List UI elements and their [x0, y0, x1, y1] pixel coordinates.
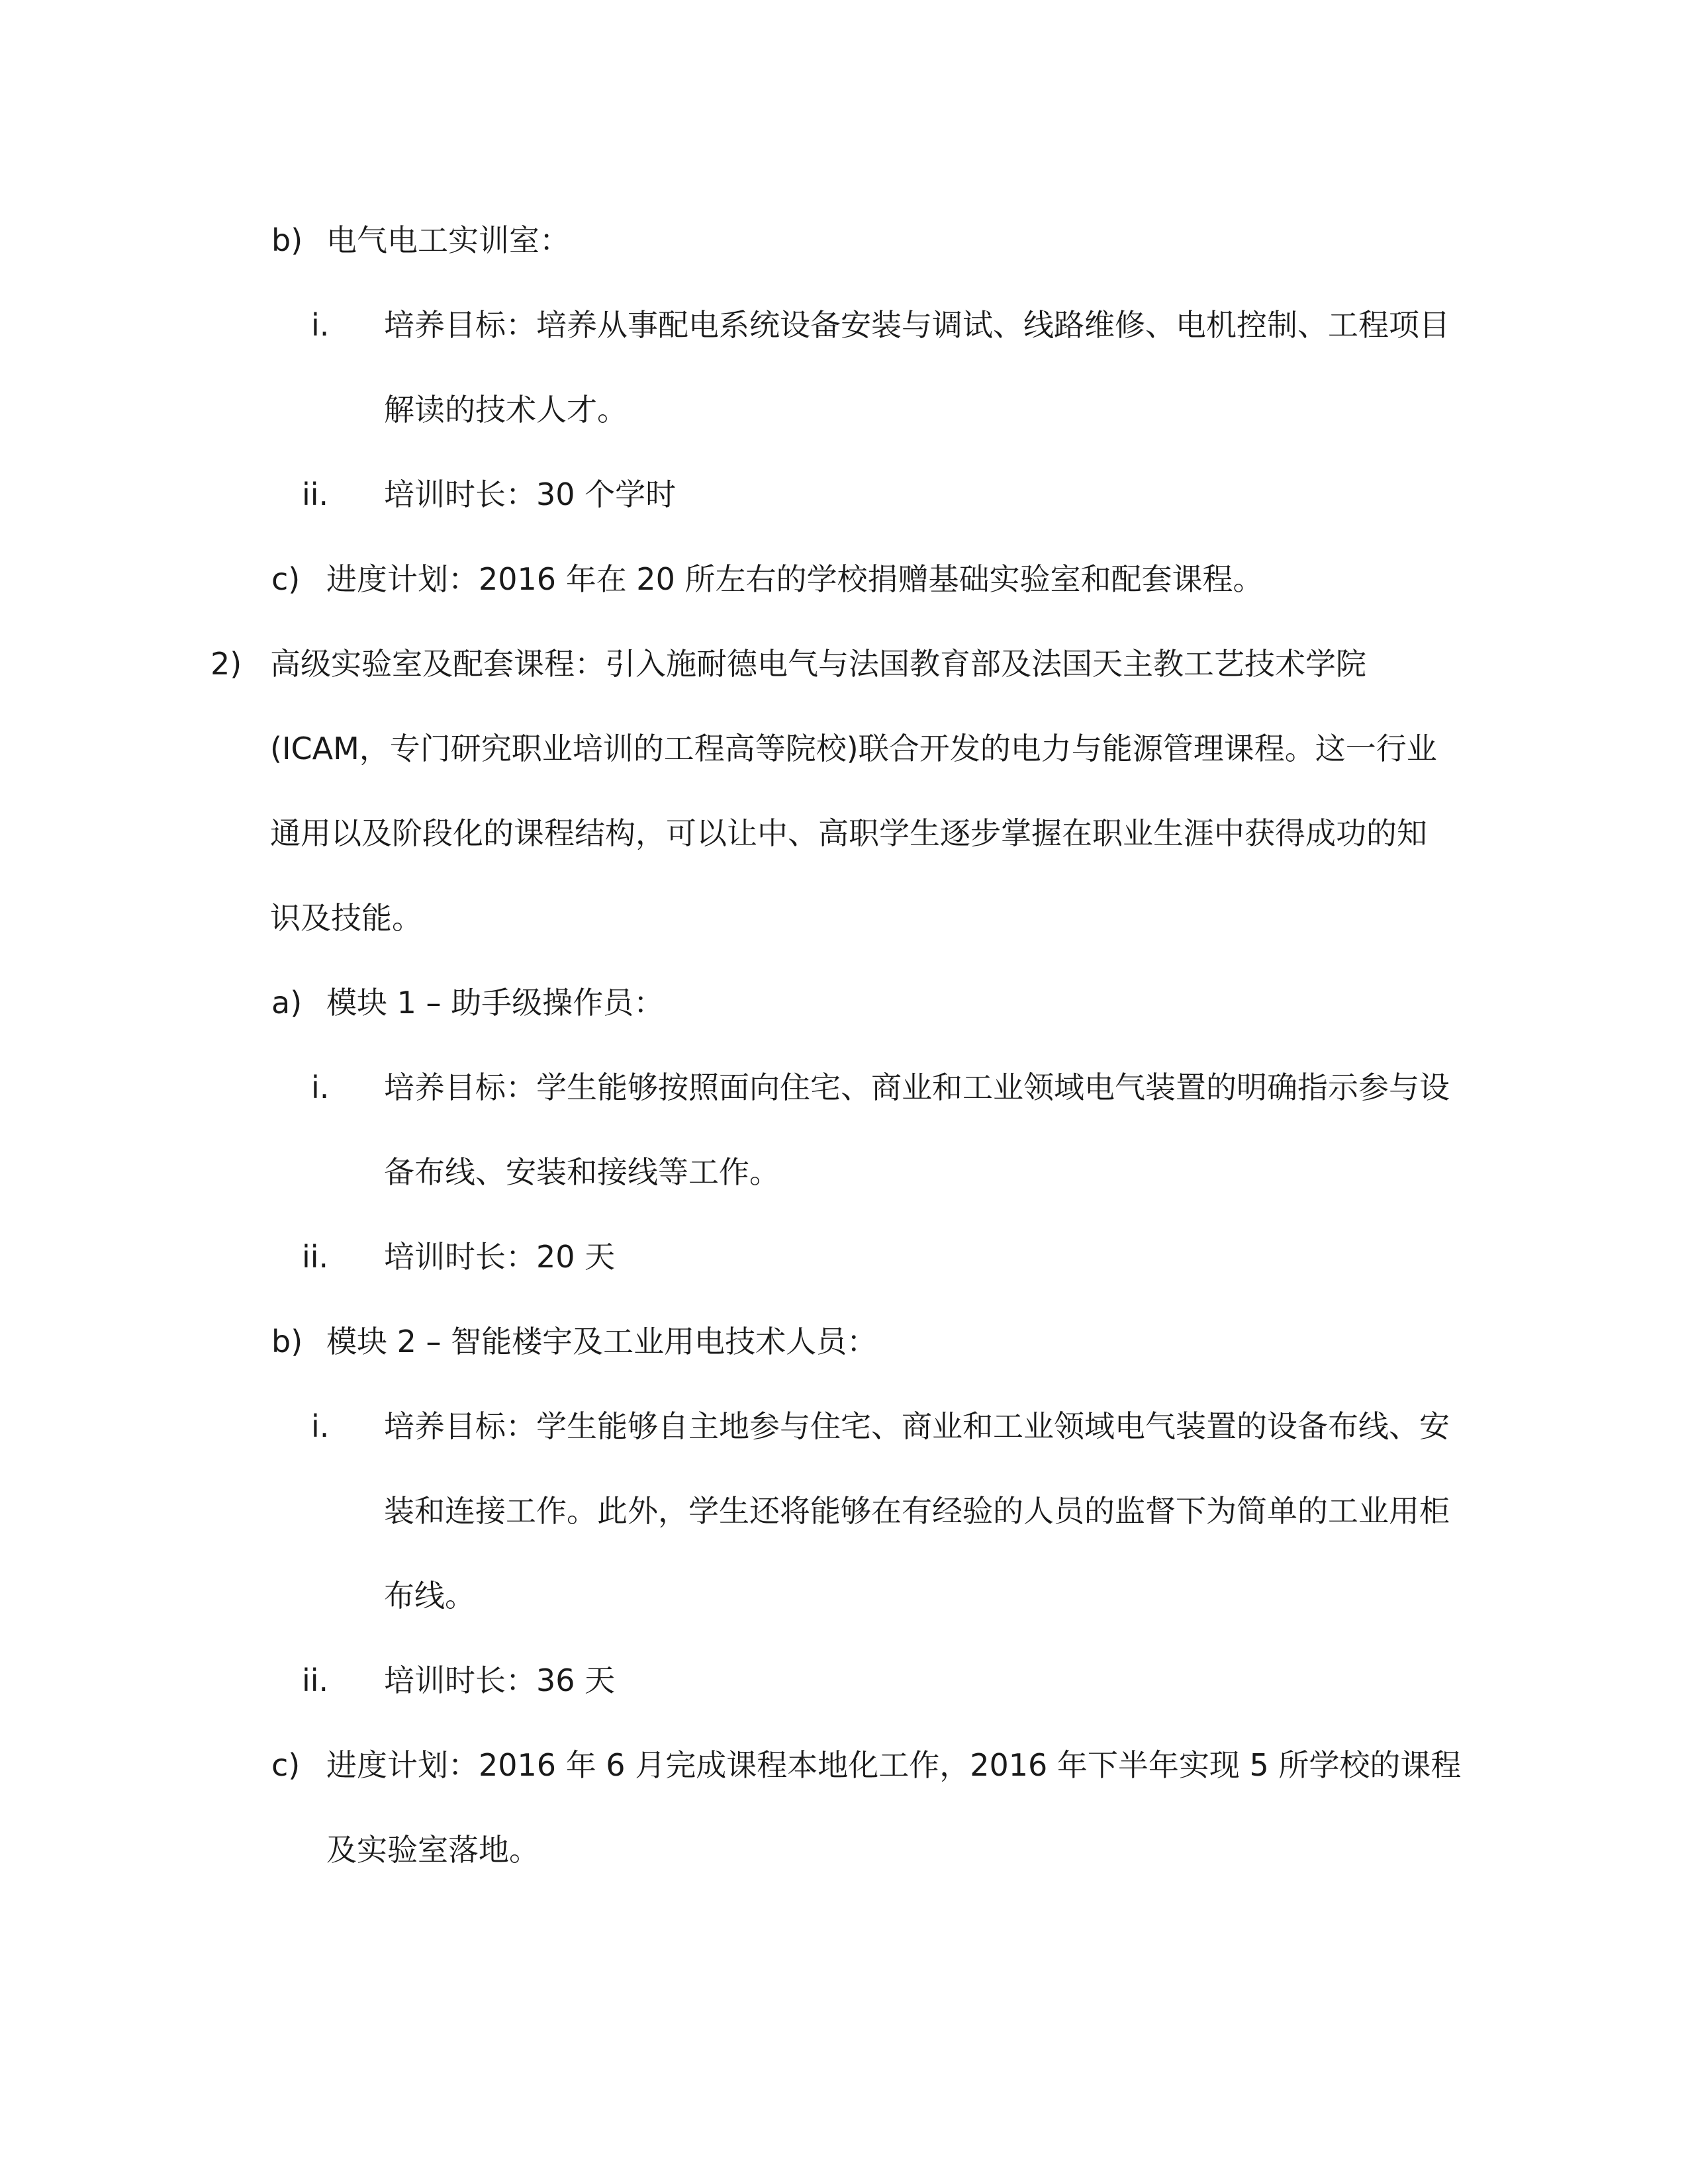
paragraph-line: 装和连接工作。此外，学生还将能够在有经验的人员的监督下为简单的工业用柜 — [384, 1493, 1450, 1529]
list-marker: c) — [271, 561, 301, 597]
list-marker: i. — [311, 1069, 330, 1105]
paragraph-line: 备布线、安装和接线等工作。 — [384, 1154, 780, 1190]
list-marker: i. — [311, 307, 330, 343]
paragraph-line: 培训时长：30 个学时 — [384, 477, 677, 512]
paragraph-line: 识及技能。 — [270, 900, 422, 936]
subsection-title: 模块 2 – 智能楼宇及工业用电技术人员： — [326, 1324, 878, 1359]
paragraph-line: 培养目标：学生能够按照面向住宅、商业和工业领域电气装置的明确指示参与设 — [384, 1069, 1450, 1105]
list-marker: b) — [271, 1324, 303, 1359]
paragraph-line: 培养目标：培养从事配电系统设备安装与调试、线路维修、电机控制、工程项目 — [384, 307, 1450, 343]
paragraph-line: 进度计划：2016 年 6 月完成课程本地化工作，2016 年下半年实现 5 所学校的课程 — [326, 1747, 1462, 1783]
list-marker: b) — [271, 222, 303, 258]
list-marker: i. — [311, 1408, 330, 1444]
subsection-title: 模块 1 – 助手级操作员： — [326, 985, 665, 1021]
paragraph-line: (ICAM，专门研究职业培训的工程高等院校)联合开发的电力与能源管理课程。这一行业 — [270, 731, 1437, 766]
list-marker: 2) — [211, 646, 242, 682]
list-marker: a) — [271, 985, 303, 1021]
list-marker: ii. — [302, 1239, 329, 1275]
paragraph-line: 培训时长：36 天 — [384, 1662, 616, 1698]
paragraph-line: 培养目标：学生能够自主地参与住宅、商业和工业领域电气装置的设备布线、安 — [384, 1408, 1450, 1444]
paragraph-line: 解读的技术人才。 — [384, 392, 628, 428]
paragraph-line: 通用以及阶段化的课程结构，可以让中、高职学生逐步掌握在职业生涯中获得成功的知 — [270, 815, 1427, 851]
list-marker: ii. — [302, 1662, 329, 1698]
subsection-title: 电气电工实训室： — [326, 222, 570, 258]
paragraph-line: 及实验室落地。 — [326, 1832, 539, 1868]
paragraph-line: 培训时长：20 天 — [384, 1239, 616, 1275]
paragraph-line: 高级实验室及配套课程：引入施耐德电气与法国教育部及法国天主教工艺技术学院 — [270, 646, 1366, 682]
paragraph-line: 进度计划：2016 年在 20 所左右的学校捐赠基础实验室和配套课程。 — [326, 561, 1264, 597]
list-marker: ii. — [302, 477, 329, 512]
paragraph-line: 布线。 — [384, 1578, 475, 1614]
list-marker: c) — [271, 1747, 301, 1783]
